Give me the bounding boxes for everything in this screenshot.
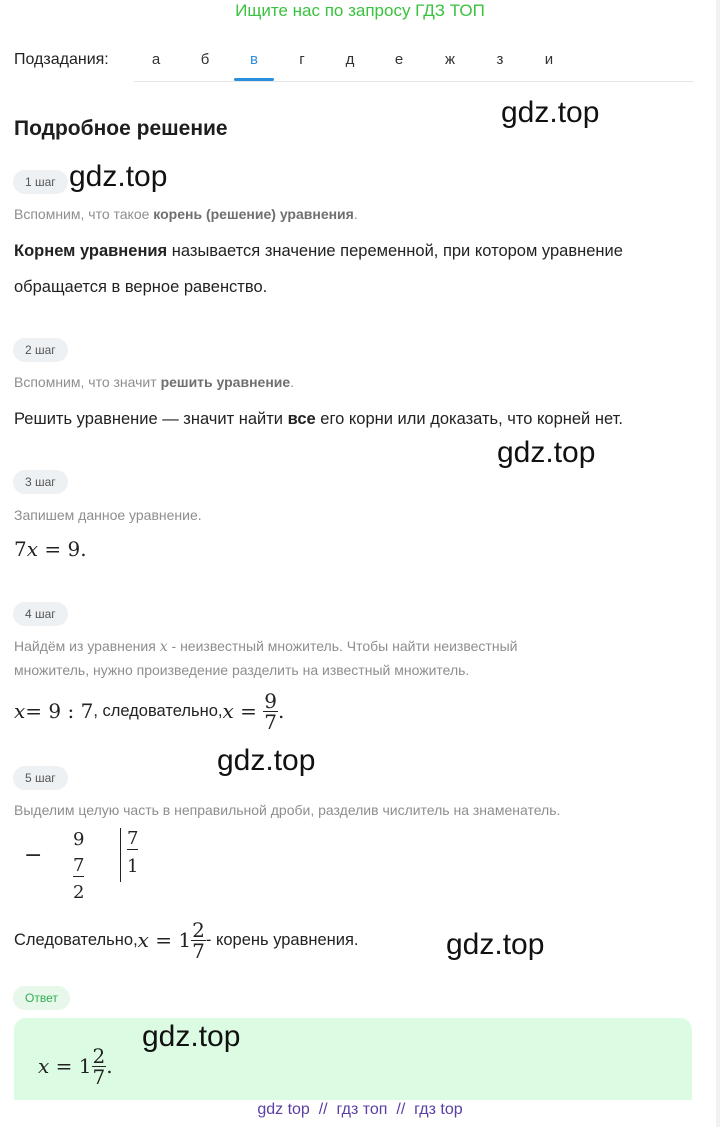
footer-separator: //	[396, 1101, 406, 1118]
step-hint: Выделим целую часть в неправильной дроби, разделив числитель на знаменатель.	[14, 802, 561, 818]
step-text: обращается в верное равенство.	[14, 278, 268, 296]
answer-equation: x = 1 $\frac{2}{7}$ .	[38, 1043, 113, 1089]
equation: x = 9 : 7 , следовательно, x = $\frac{9}{7}$ .	[14, 688, 285, 734]
division-dividend: 9	[73, 829, 85, 850]
scrollbar[interactable]	[716, 0, 720, 1127]
step-badge: 2 шаг	[13, 338, 68, 362]
step-text: Корнем уравнения называется значение переменной, при котором уравнение	[14, 242, 623, 260]
tab-zh[interactable]: ж	[444, 51, 456, 68]
watermark: gdz.top	[446, 928, 545, 961]
tab-i[interactable]: и	[544, 51, 554, 68]
watermark: gdz.top	[69, 160, 168, 193]
step-hint: множитель, нужно произведение разделить на известный множитель.	[14, 662, 470, 678]
footer-link[interactable]: gdz top	[257, 1101, 310, 1118]
tab-b[interactable]: б	[200, 51, 210, 68]
step-hint: Найдём из уравнения x - неизвестный множитель. Чтобы найти неизвестный	[14, 638, 518, 655]
search-banner: Ищите нас по запросу ГДЗ ТОП	[235, 1, 485, 20]
step-hint: Вспомним, что такое корень (решение) уравнения.	[14, 206, 358, 222]
tab-e[interactable]: е	[394, 51, 404, 68]
tab-d[interactable]: д	[345, 51, 355, 68]
watermark: gdz.top	[501, 96, 600, 129]
footer-links	[0, 1101, 720, 1119]
step-badge: 4 шаг	[13, 602, 68, 626]
watermark: gdz.top	[497, 436, 596, 469]
subtask-tabs	[134, 40, 694, 82]
division-remainder: 2	[73, 882, 85, 903]
answer-badge: Ответ	[13, 986, 70, 1010]
subtasks-label: Подзадания:	[14, 51, 109, 68]
step-text: Решить уравнение — значит найти все его корни или доказать, что корней нет.	[14, 410, 623, 428]
tab-z[interactable]: з	[496, 51, 504, 68]
answer-box	[14, 1018, 692, 1100]
step-hint: Запишем данное уравнение.	[14, 507, 202, 523]
division-divisor: 7	[127, 828, 139, 849]
footer-separator: //	[318, 1101, 328, 1118]
step-badge: 3 шаг	[13, 470, 68, 494]
step-hint: Вспомним, что значит решить уравнение.	[14, 374, 295, 390]
equation: 7x = 9.	[14, 537, 87, 561]
step-badge: 1 шаг	[13, 170, 68, 194]
footer-link[interactable]: гдз top	[414, 1101, 463, 1118]
tab-v[interactable]: в	[234, 40, 274, 80]
conclusion: Следовательно, x = 1 $\frac{2}{7}$ - корень уравнения.	[14, 917, 359, 963]
watermark: gdz.top	[217, 744, 316, 777]
step-badge: 5 шаг	[13, 766, 68, 790]
footer-link[interactable]: гдз топ	[336, 1101, 388, 1118]
division-quotient: 1	[127, 856, 139, 877]
solution-title: Подробное решение	[14, 117, 228, 140]
division-bar	[120, 828, 121, 882]
tab-a[interactable]: а	[151, 51, 161, 68]
division-minus: −	[24, 843, 43, 868]
tab-g[interactable]: г	[299, 51, 305, 68]
division-subtrahend: 7	[73, 855, 85, 876]
watermark: gdz.top	[142, 1020, 241, 1053]
